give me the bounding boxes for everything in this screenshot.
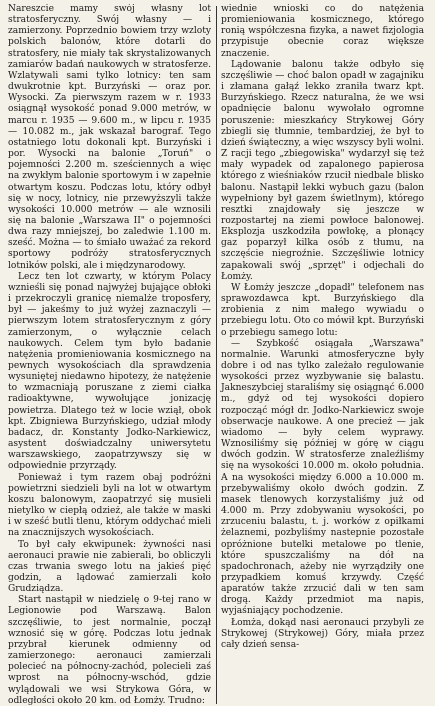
article-column-right xyxy=(217,4,429,706)
paragraph: Nareszcie mamy swój własny lot stratosferyczny. Swój własny — i zamierzony. Poprzednio bowiem trzy wzloty polskich balonów, które dotarli do stratosfery, nie miały tak skrystalizowanych zamiarów badań naukowych w stratosferze. Wzlatywali sami tylko lotnicy: ten sam dwukrotnie kpt. Burzyński — oraz por. Wysocki. Za pierwszym razem w r. 1933 osiągnął wysokość ponad 9.000 metrów, w marcu r. 1935 — 9.600 m., w lipcu r. 1935 — 10.082 m., jak wskazał barograf. Tego ostatniego lotu dokonali kpt. Burzyński i por. Wysocki na balonie „Toruń" o pojemności 2.200 m. sześciennych a więc na zwykłym balonie sportowym i w zapełnie otwartym koszu. Podczas lotu, który odbył się w nocy, lotnicy, nie przewyższyli także wysokości 10.000 metrów — ale wznosili się na balonie „Warszawa II" o pojemności dwa razy mniejszej, bo zaledwie 1.100 m. sześć. Można — to śmiało uważać za rekord sportowy podróży stratosferycznych lotników polski, ale i międzynarodowy. xyxy=(8,4,211,271)
paragraph: W Łomży jeszcze „dopadł" telefonem nas sprawozdawca kpt. Burzyńskiego dla zrobienia z nim małego wywiadu o przebiegu lotu. Oto co mówił kpt. Burzyński o przebiegu samego lotu: xyxy=(221,282,424,338)
paragraph: Ponieważ i tym razem obaj podróżni powietrzni siedzieli byli na lot w otwartym koszu balonowym, zaopatrzyć się musieli nietylko w ciepłą odzież, ale także w maski i w sześć butli tlenu, którym oddychać mieli na znacznijszych wysokościach. xyxy=(8,472,211,539)
paragraph: Start nastąpił w niedzielę o 9-tej rano w Legionowie pod Warszawą. Balon szczęśliwie, to jest normalnie, począł wznosić się w górę. Podczas lotu jednak przybrał kierunek odmienny od zamierzonego: aeronauci zamierzali polecieć na północny-zachód, polecieli zaś wprost na północny-wschód, gdzie wylądowali we wsi Strykowa Góra, w odległości około 20 km. od Łomży. Trudno: xyxy=(8,595,211,706)
paragraph: Łomża, dokąd nasi aeronauci przybyli ze Strykowej (Strykowej) Góry, miała przez cały dzień sensa- xyxy=(221,617,424,650)
paragraph: Lądowanie balonu także odbyło się szczęśliwie — choć balon opadł w zagajniku i złamana gałąź lekko zraniła twarz kpt. Burzyńskiego. Rzecz naturalna, że we wsi opadnięcie balonu wywołało ogromne poruszenie: mieszkańcy Strykowej Góry zbiegli się tłumnie, tembardziej, że był to dzień świąteczny, a więc wszyscy byli wolni. Z racji tego „zbiegowiska" wydarzył się też mały wypadek od zapalonego papierosa którego z wieśniaków rzucił niedbale blisko balonu. Nastąpił lekki wybuch gazu (balon wypełniony był gazem świetlnym), którego resztki znajdowały się jeszcze w rozpostartej na ziemi powłoce balonowej. Eksplozja uszkodziła powłokę, a płonący gaz poparzył kilka osób z tłumu, na szczęście niegroźnie. Szczęśliwie lotnicy zapakowali swój „sprzęt" i odjechali do Łomży. xyxy=(221,59,424,282)
paragraph: To był cały ekwipunek: żywności nasi aeronauci prawie nie zabierali, bo obliczyli czas trwania swego lotu na jakieś pięć godzin, a lądować zamierzali koło Grudziądza. xyxy=(8,539,211,595)
paragraph: Lecz ten lot czwarty, w którym Polacy wznieśli się ponad najwyżej bujające obłoki i przekroczyli granicę niemalże troposfery, był — jakeśmy to już wyżej zaznaczyli — pierwszym lotem stratosferycznym z góry zamierzonym, o wyłącznie celach naukowych. Celem tym było badanie natężenia promieniowania kosmicznego na pewnych wysokościach dla sprawdzenia wysuniętej niedawno hipotezy, że natężenie to wzmacniają poruszane z ziemi ciałka radioaktywne, wywołujące jonizację powietrza. Dlatego też w locie wziął, obok kpt. Zbigniewa Burzyńskiego, udział młody badacz, dr. Konstanty Jodko-Narkiewicz, asystent doświadczalny uniwersytetu warszawskiego, zaopatrzywszy się w odpowiednie przyrządy. xyxy=(8,271,211,472)
paragraph: wiednie wnioski co do natężenia promieniowania kosmicznego, którego ronią współczesna fizyka, a nawet fizjologia przypisuje obecnie coraz większe znaczenie. xyxy=(221,4,424,59)
paragraph: — Szybkość osiągała „Warszawa" normalnie. Warunki atmosferyczne były dobre i od nas tylko zależało regulowanie wysokości przez wyzbywanie się balastu. Jakneszybciej staraliśmy się osiągnąć 6.000 m., gdyż od tej wysokości dopiero rozpocząć mógł dr. Jodko-Narkiewicz swoje obserwacje naukowe. A one precież — jak wiadomo — były celem wyprawy. Wznosiliśmy się później w górę w ciągu dwóch godzin. W stratosferze znaleźliśmy się na wysokości 10.000 m. około południa. A na wysokości między 6.000 a 10.000 m. przebywaliśmy około dwóch godzin. Z masek tlenowych korzystaliśmy już od 4.000 m. Przy zdobywaniu wysokości, po zrzuceniu balastu, t. j. worków z opiłkami żelaznemi, pozbyliśmy nastepnie pozostałe opróżnione butelki metalowe po tlenie, które spuszczaliśmy na dół na spadochronach, ażeby nie wyrządziły one przypadkiem komuś krzywdy. Część aparatów także zrzucić dali w ten sam drogą. Każdy przedmiot ma napis, wyjaśniający pochodzenie. xyxy=(221,338,424,617)
article-column-left xyxy=(4,4,216,706)
